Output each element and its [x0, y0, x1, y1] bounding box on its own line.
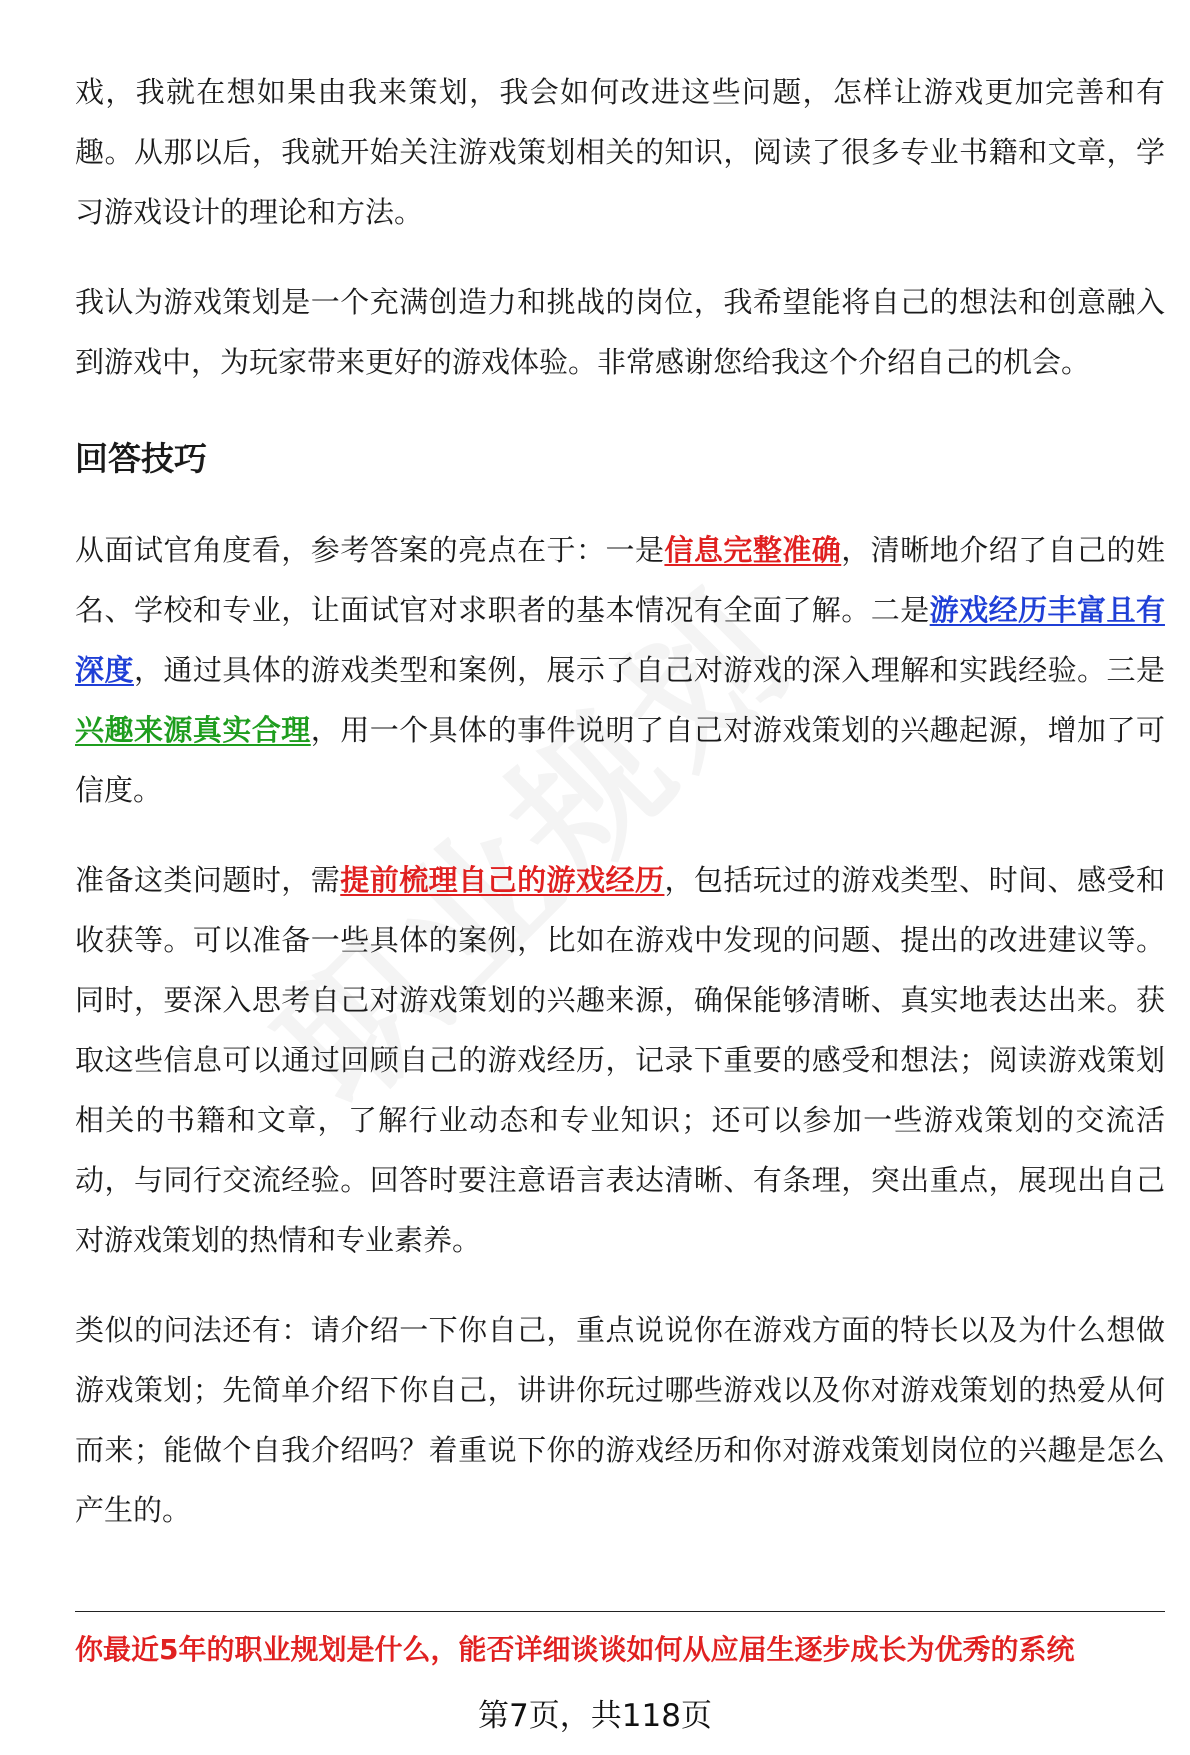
tips-text: ，清晰地介绍了自己的姓名、学校和专业，让面试官对求职者的基本情况有全面了解。二是	[75, 533, 1165, 627]
tips-text: 准备这类问题时，需	[75, 863, 341, 897]
tips-paragraph-similar-questions: 类似的问法还有：请介绍一下你自己，重点说说你在游戏方面的特长以及为什么想做游戏策划；先简单介绍下你自己，讲讲你玩过哪些游戏以及你对游戏策划的热爱从何而来；能做个自我介绍吗？着重说下你的游戏经历和你对游戏策划岗位的兴趣是怎么产生的。	[75, 1313, 1165, 1527]
answer-paragraph-1: 戏，我就在想如果由我来策划，我会如何改进这些问题，怎样让游戏更加完善和有趣。从那以后，我就开始关注游戏策划相关的知识，阅读了很多专业书籍和文章，学习游戏设计的理论和方法。	[75, 75, 1165, 229]
tips-text: ，包括玩过的游戏类型、时间、感受和收获等。可以准备一些具体的案例，比如在游戏中发现的问题、提出的改进建议等。同时，要深入思考自己对游戏策划的兴趣来源，确保能够清晰、真实地表达出来。获取这些信息可以通过回顾自己的游戏经历，记录下重要的感受和想法；阅读游戏策划相关的书籍和文章，了解行业动态和专业知识；还可以参加一些游戏策划的交流活动，与同行交流经验。回答时要注意语言表达清晰、有条理，突出重点，展现出自己对游戏策划的热情和专业素养。	[75, 863, 1165, 1257]
tips-paragraph-highlights	[75, 520, 1165, 820]
tips-paragraph-preparation	[75, 850, 1165, 1270]
tips-text: ，通过具体的游戏类型和案例，展示了自己对游戏的深入理解和实践经验。三是	[133, 653, 1165, 687]
page-content	[75, 62, 1165, 1570]
page-number: 第7页，共118页	[478, 1698, 712, 1734]
next-question-title: 你最近5年的职业规划是什么，能否详细谈谈如何从应届生逐步成长为优秀的系统	[75, 1633, 1075, 1666]
highlight-info-complete: 信息完整准确	[664, 533, 842, 567]
tips-text: 从面试官角度看，参考答案的亮点在于：一是	[75, 533, 665, 567]
highlight-interest-source: 兴趣来源真实合理	[75, 713, 311, 747]
tips-text: ，用一个具体的事件说明了自己对游戏策划的兴趣起源，增加了可信度。	[75, 713, 1165, 807]
highlight-game-experience: 游戏经历丰富且有深度	[75, 593, 1165, 687]
section-heading-answer-tips: 回答技巧	[75, 439, 207, 478]
highlight-sort-experience: 提前梳理自己的游戏经历	[340, 863, 665, 897]
section-divider	[75, 1611, 1165, 1612]
answer-paragraph-2: 我认为游戏策划是一个充满创造力和挑战的岗位，我希望能将自己的想法和创意融入到游戏中，为玩家带来更好的游戏体验。非常感谢您给我这个介绍自己的机会。	[75, 285, 1165, 379]
